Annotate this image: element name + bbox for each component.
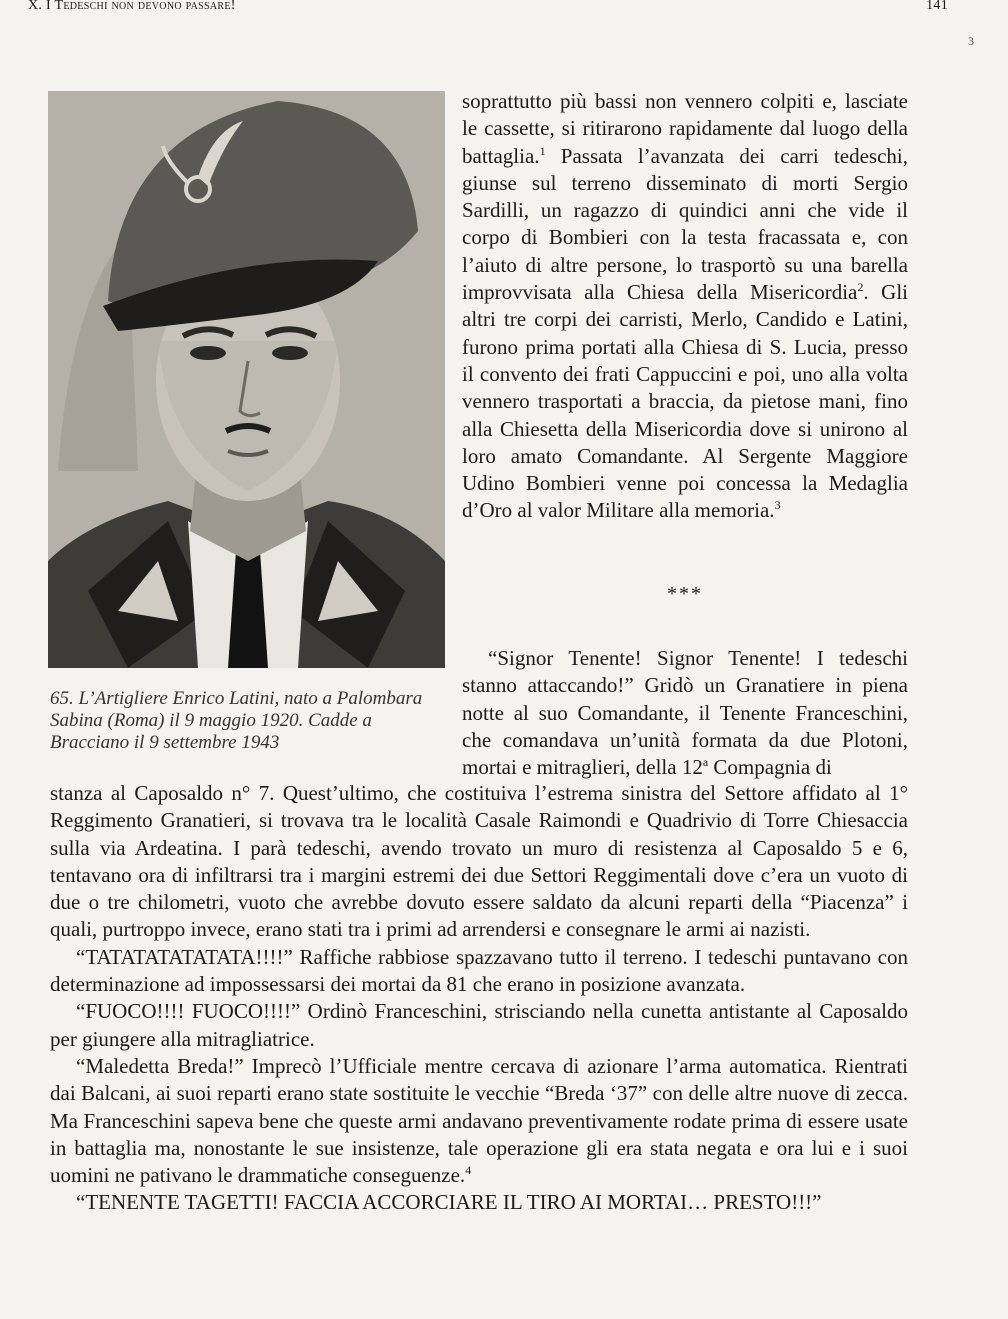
body-text (50, 780, 908, 1217)
footnote-ref[interactable]: 1 (539, 143, 546, 158)
portrait-photo-icon (48, 91, 445, 668)
footnote-ref[interactable]: 3 (774, 498, 781, 513)
paragraph: “Maledetta Breda!” Imprecò l’Ufficiale mentre cercava di azionare l’arma automatica. Rientrati dai Balcani, ai suoi reparti erano state sostituite le vecchie “Breda ‘37” con delle altre nuove di zecca. Ma Franceschini sapeva bene che queste armi andavano preventivamente rodate prima di essere usate in battaglia ma, nonostante le sue insistenze, tale operazione gli era stata negata e ora lui e i suoi uomini ne pativano le drammatiche conseguenze.$^4$ (50, 1053, 908, 1188)
column-text (462, 88, 908, 525)
page-number: 141 (926, 0, 948, 13)
footnote-ref[interactable]: 2 (857, 280, 864, 295)
paragraph: “FUOCO!!!! FUOCO!!!!” Ordinò Franceschini, strisciando nella cunetta antistante al Caposaldo per giungere alla mitragliatrice. (50, 999, 908, 1051)
paragraph: stanza al Caposaldo n° 7. Quest’ultimo, che costituiva l’estrema sinistra del Settore affidato al 1° Reggimento Granatieri, si trovava tra le località Casale Raimondi e Quadrivio di Torre Chiesaccia sulla via Ardeatina. I parà tedeschi, avendo trovato un muro di resistenza al Caposaldo 5 e 6, tentavano ora di infiltrarsi tra i margini estremi dei due Settori Reggimentali dove c’era un vuoto di due o tre chilometri, vuoto che avrebbe dovuto essere saldato da alcuni reparti della “Piacenza” i quali, purtroppo invece, erano stati tra i primi ad arrendersi e consegnare le armi ai nazisti. (50, 781, 908, 942)
paragraph: “Signor Tenente! Signor Tenente! I tedeschi stanno attaccando!” Gridò un Granatiere in piena notte al suo Comandante, il Tenente Franceschini, che comandava un’unità formata da due Plotoni, mortai e mitraglieri, della 12$^a$ Compagnia di (462, 646, 908, 780)
paragraph: soprattutto più bassi non vennero colpiti e, lasciate le cassette, si ritirarono rapidamente dal luogo della battaglia.$^1$ Passata l’avanzata dei carri tedeschi, giunse sul terreno disseminato di morti Sergio Sardilli, un ragazzo di quindici anni che vide il corpo di Bombieri con la testa fracassata e, con l’aiuto di altre persone, lo trasportò su una barella improvvisata alla Chiesa della Misericordia$^2$. Gli altri tre corpi dei carristi, Merlo, Candido e Latini, furono prima portati alla Chiesa di S. Lucia, presso il convento dei frati Cappuccini e poi, uno alla volta vennero trasportati a braccia, da pietose mani, fino alla Chiesetta della Misericordia dove si unirono al loro amato Comandante. Al Sergente Maggiore Udino Bombieri venne poi concessa la Medaglia d’Oro al valor Militare alla memoria.$^3$ (462, 89, 908, 523)
paragraph: “TENENTE TAGETTI! FACCIA ACCORCIARE IL TIRO AI MORTAI… PRESTO!!!” (76, 1190, 822, 1215)
edge-mark: 3 (968, 34, 974, 48)
figure-caption: 65. L’Artigliere Enrico Latini, nato a Palombara Sabina (Roma) il 9 maggio 1920. Cadde a Bracciano il 9 settembre 1943 (50, 688, 423, 753)
section-separator: *** (667, 583, 703, 605)
paragraph: “TATATATATATATA!!!!” Raffiche rabbiose spazzavano tutto il terreno. I tedeschi puntavano con determinazione ad impossessarsi dei mortai da 81 che erano in posizione avanzata. (50, 944, 908, 997)
portrait-photo (48, 91, 445, 668)
footnote-ref[interactable]: 4 (465, 1163, 472, 1178)
running-title: X. I Tedeschi non devono passare! (28, 0, 236, 13)
superscript: a (702, 755, 709, 770)
column-text (462, 645, 908, 781)
running-header (28, 0, 978, 16)
